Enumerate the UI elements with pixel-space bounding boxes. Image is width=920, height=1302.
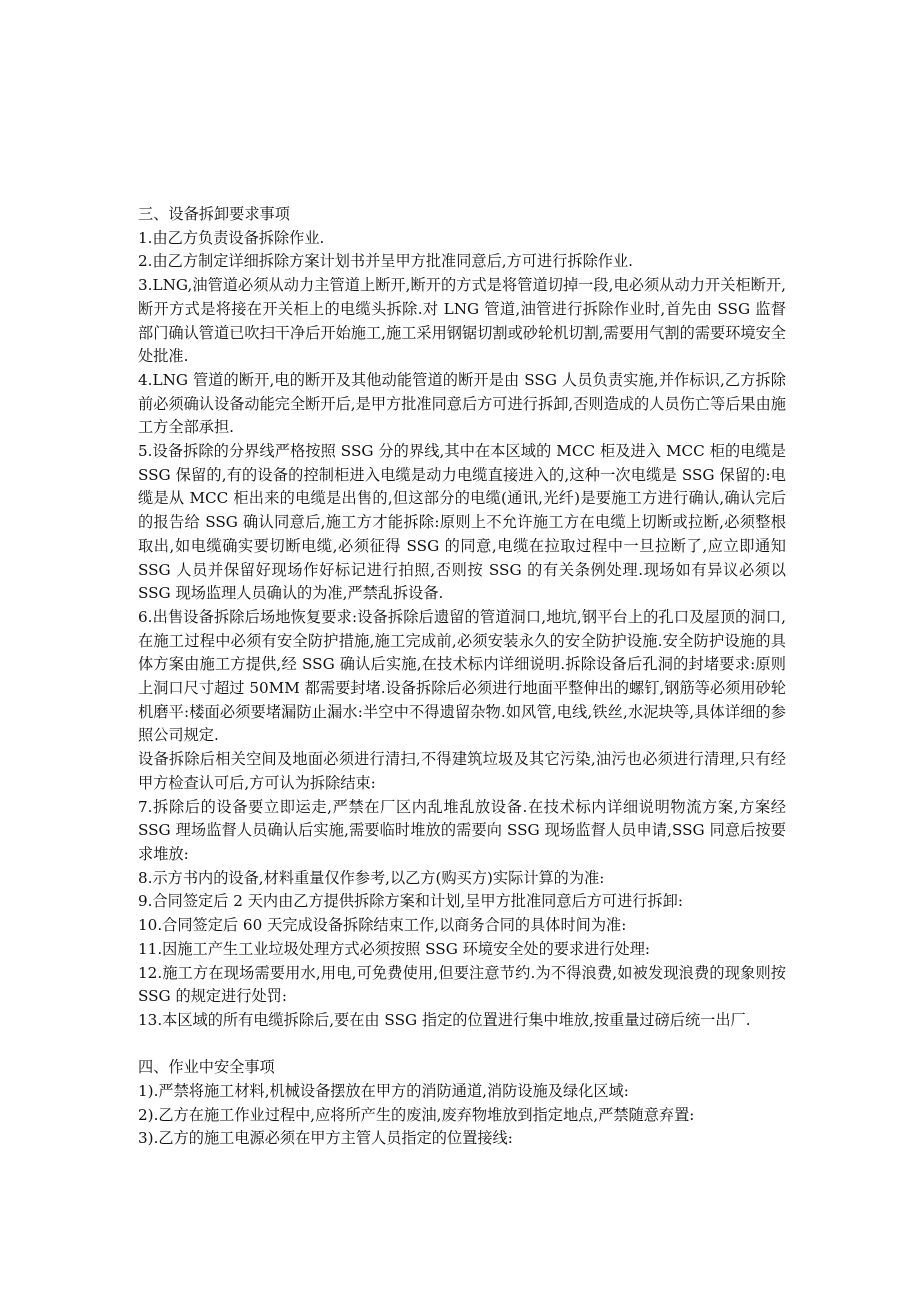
document-body bbox=[138, 203, 786, 1151]
requirement-item-12: 12.施工方在现场需要用水,用电,可免费使用,但要注意节约.为不得浪费,如被发现浪费的现象则按 SSG 的规定进行处罚: bbox=[138, 963, 786, 1006]
safety-item-3: 3).乙方的施工电源必须在甲方主管人员指定的位置接线: bbox=[138, 1129, 513, 1148]
requirement-item-8: 8.示方书内的设备,材料重量仅作参考,以乙方(购买方)实际计算的为准: bbox=[138, 868, 605, 887]
section-spacer bbox=[138, 1033, 786, 1057]
requirement-item-7: 7.拆除后的设备要立即运走,严禁在厂区内乱堆乱放设备.在技术标内详细说明物流方案,方案经 SSG 理场监督人员确认后实施,需要临时堆放的需要向 SSG 现场监督人员申请,SSG 同意后按要求堆放: bbox=[138, 797, 786, 863]
safety-item-1: 1).严禁将施工材料,机械设备摆放在甲方的消防通道,消防设施及绿化区域: bbox=[138, 1082, 629, 1100]
requirement-item-13: 13.本区域的所有电缆拆除后,要在由 SSG 指定的位置进行集中堆放,按重量过磅后统一出厂. bbox=[138, 1010, 751, 1029]
requirement-item-11: 11.因施工产生工业垃圾处理方式必须按照 SSG 环境安全处的要求进行处理: bbox=[138, 939, 651, 958]
requirement-item-9: 9.合同签定后 2 天内由乙方提供拆除方案和计划,呈甲方批准同意后方可进行拆卸: bbox=[138, 892, 683, 911]
safety-item-2: 2).乙方在施工作业过程中,应将所产生的废油,废弃物堆放到指定地点,严禁随意弃置: bbox=[138, 1105, 695, 1124]
requirement-item-1: 1.由乙方负责设备拆除作业. bbox=[138, 228, 325, 247]
requirement-item-3: 3.LNG,油管道必须从动力主管道上断开,断开的方式是将管道切掉一段,电必须从动力开关柜断开,断开方式是将接在开关柜上的电缆头拆除.对 LNG 管道,油管进行拆除作业时,首先由 SSG 监督部门确认管道已吹扫干净后开始施工,施工采用钢锯切割或砂轮机切割,需要用气割的需要环境安全处批准. bbox=[138, 276, 786, 366]
requirement-item-2: 2.由乙方制定详细拆除方案计划书并呈甲方批准同意后,方可进行拆除作业. bbox=[138, 252, 633, 271]
requirement-item-5: 5.设备拆除的分界线严格按照 SSG 分的界线,其中在本区域的 MCC 柜及进入 MCC 柜的电缆是 SSG 保留的,有的设备的控制柜进入电缆是动力电缆直接进入的,这种一次电缆是 SSG 保留的:电缆是从 MCC 柜出来的电缆是出售的,但这部分的电缆(通讯,光纤)是要施工方进行确认,确认完后的报告给 SSG 确认同意后,施工方才能拆除:原则上不允许施工方在电缆上切断或拉断,必须整根取出,如电缆确实要切断电缆,必须征得 SSG 的同意,电缆在拉取过程中一旦拉断了,应立即通知 SSG 人员并保留好现场作好标记进行拍照,否则按 SSG 的有关条例处理.现场如有异议必须以 SSG 现场监理人员确认的为准,严禁乱拆设备. bbox=[138, 442, 786, 603]
requirement-item-10: 10.合同签定后 60 天完成设备拆除结束工作,以商务合同的具体时间为准: bbox=[138, 916, 627, 935]
requirement-item-4: 4.LNG 管道的断开,电的断开及其他动能管道的断开是由 SSG 人员负责实施,并作标识,乙方拆除前必须确认设备动能完全断开后,是甲方批准同意后方可进行拆卸,否则造成的人员伤亡等后果由施工方全部承担. bbox=[138, 370, 786, 437]
section-title-disassembly-requirements: 三、设备拆卸要求事项 bbox=[138, 205, 290, 223]
requirement-item-6: 6.出售设备拆除后场地恢复要求:设备拆除后遗留的管道洞口,地坑,钢平台上的孔口及屋顶的洞口,在施工过程中必须有安全防护措施,施工完成前,必须安装永久的安全防护设施.安全防护设施的具体方案由施工方提供,经 SSG 确认后实施,在技术标内详细说明.拆除设备后孔洞的封堵要求:原则上洞口尺寸超过 50MM 都需要封堵.设备拆除后必须进行地面平整伸出的螺钉,钢筋等必须用砂轮机磨平:楼面必须要堵漏防止漏水:半空中不得遗留杂物.如风管,电线,铁丝,水泥块等,具体详细的参照公司规定. bbox=[138, 607, 786, 745]
section-title-safety-matters: 四、作业中安全事项 bbox=[138, 1058, 275, 1077]
requirement-cleanup-paragraph: 设备拆除后相关空间及地面必须进行清扫,不得建筑垃圾及其它污染,油污也必须进行清理,只有经甲方检查认可后,方可认为拆除结束: bbox=[138, 750, 786, 792]
